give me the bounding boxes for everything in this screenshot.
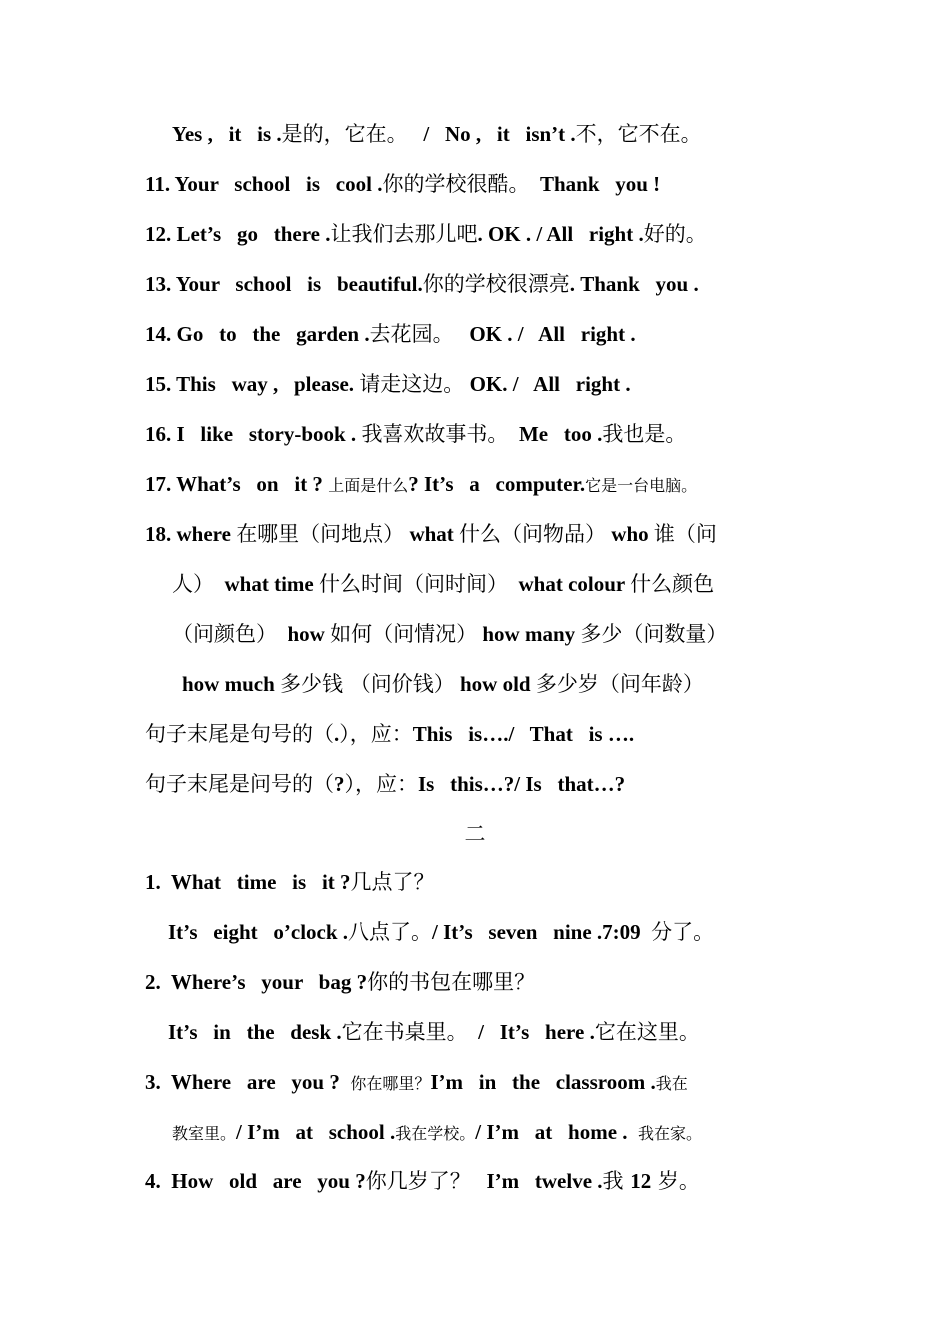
item-13: 13. Your school is beautiful.你的学校很漂亮. Thank you . [145,272,699,296]
line-yes-no: Yes , it is .是的，它在。 / No , it isn’t .不，它不在。 [172,122,702,146]
q3: 3. Where are you ? 你在哪里？I’m in the classroom .我在 [145,1070,688,1094]
a2: It’s in the desk .它在书桌里。 / It’s here .它在这里。 [168,1020,700,1044]
item-17: 17. What’s on it ? 上面是什么? It’s a computer.它是一台电脑。 [145,472,698,496]
item-16: 16. I like story-book . 我喜欢故事书。 Me too .我也是。 [145,422,687,446]
section-two-heading: 二 [464,822,486,846]
q4: 4. How old are you ?你几岁了？ I’m twelve .我 12 岁。 [145,1169,700,1193]
item-14: 14. Go to the garden .去花园。 OK . / All right . [145,322,636,346]
note-question: 句子末尾是问号的（?），应：Is this…?/ Is that…? [145,772,626,796]
item-11: 11. Your school is cool .你的学校很酷。 Thank you ! [145,172,661,196]
a3: 教室里。/ I’m at school .我在学校。/ I’m at home . 我在家。 [172,1120,703,1144]
item-12: 12. Let’s go there .让我们去那儿吧. OK . / All right .好的。 [145,222,707,246]
q2: 2. Where’s your bag ?你的书包在哪里？ [145,970,536,994]
item-18-line-2: 人） what time 什么时间（问时间） what colour 什么颜色 [172,572,715,596]
item-18-line-4: how much 多少钱 （问价钱） how old 多少岁（问年龄） [182,672,704,696]
a1: It’s eight o’clock .八点了。/ It’s seven nine .7:09 分了。 [168,920,715,944]
item-18-line-1: 18. where 在哪里（问地点） what 什么（问物品） who 谁（问 [145,522,717,546]
item-18-line-3: （问颜色） how 如何（问情况） how many 多少（问数量） [172,622,728,646]
item-15: 15. This way , please. 请走这边。 OK. / All right . [145,372,631,396]
q1: 1. What time is it ?几点了？ [145,870,435,894]
note-period: 句子末尾是句号的（.），应：This is…./ That is …. [145,722,640,746]
